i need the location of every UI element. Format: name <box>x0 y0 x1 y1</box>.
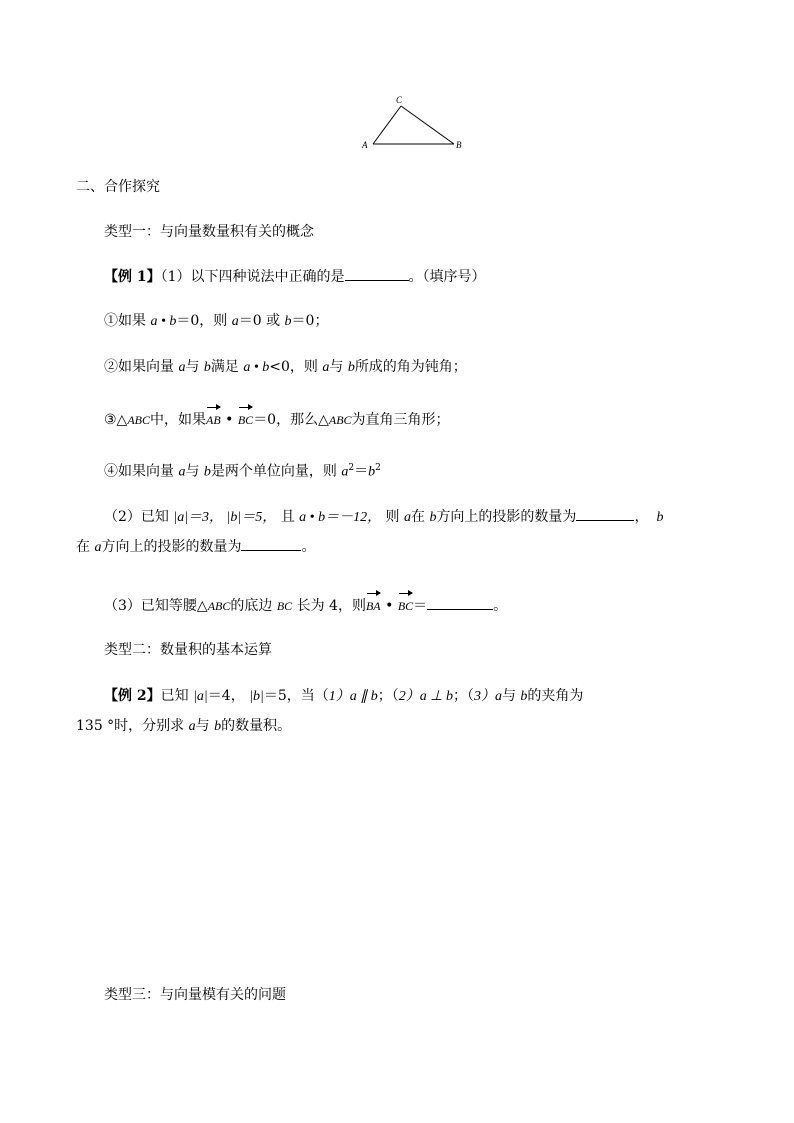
p2-dot: a • b＝－12， <box>299 510 382 525</box>
ex2-angle: 的夹角为 <box>527 688 584 704</box>
s3-eq: ＝0，那么△ <box>253 412 329 428</box>
ex2-c3: 3）a <box>473 689 502 704</box>
ex2-sep1: ；（ <box>377 688 399 704</box>
section-title: 二、合作探究 <box>76 179 160 195</box>
s3-mid: 中，如果 <box>150 412 206 428</box>
s3-end: 为直角三角形； <box>351 412 450 428</box>
ex2-pre: 已知 <box>160 688 194 704</box>
p2-in: 在 <box>410 509 430 525</box>
triangle-label-b: B <box>456 140 462 150</box>
type2-title: 类型二：数量积的基本运算 <box>104 642 272 658</box>
p2-line2-a: a <box>94 540 102 555</box>
p2-b2: b <box>656 510 664 525</box>
vector-bc: BC <box>238 404 253 430</box>
s4-a2: a <box>341 464 349 480</box>
s3-abc2: ABC <box>328 413 352 427</box>
p3-end: 。 <box>493 598 508 614</box>
s1-a: a <box>231 314 239 329</box>
triangle-side-cb <box>401 106 454 144</box>
ex1-part2-line1 <box>104 506 663 528</box>
p3-pre: （3）已知等腰△ <box>104 598 208 614</box>
p3-bc: BC <box>276 599 293 613</box>
ex2-eq1: ＝4， <box>207 688 250 704</box>
s2-pre: ②如果向量 <box>104 359 179 375</box>
s4-with: 与 <box>185 463 204 480</box>
p2-pre: （2）已知 <box>104 509 174 525</box>
p2-cond: |a|＝3， |b|＝5， <box>173 510 277 525</box>
p2-sep: ， <box>634 509 649 525</box>
s1-mid: ＝0，则 <box>176 313 232 329</box>
p2-answer-blank-1[interactable] <box>576 506 634 521</box>
ex2-c2: 2）a ⊥ b <box>398 689 453 704</box>
s1-or: ＝0 或 <box>238 313 285 329</box>
triangle-figure <box>358 92 470 152</box>
ex2-cond: |a| <box>193 689 208 704</box>
type1-title: 类型一：与向量数量积有关的概念 <box>104 224 314 240</box>
ex2-cond2: |b| <box>249 689 264 704</box>
ex1-statement-4 <box>104 458 381 483</box>
s4-sq2: 2 <box>375 463 381 473</box>
s2-with2: 与 <box>329 359 348 375</box>
s4-pre: ④如果向量 <box>104 463 179 480</box>
ex1-answer-blank[interactable] <box>345 266 409 281</box>
ex1-part2-line2 <box>76 536 315 558</box>
vector-ab: AB <box>206 404 221 430</box>
s2-end: 所成的角为钝角； <box>354 359 467 375</box>
p3-answer-blank[interactable] <box>427 595 493 610</box>
ex2-line2 <box>76 716 291 737</box>
p2-line2-in: 在 <box>76 539 95 555</box>
s2-b: b <box>203 360 211 375</box>
s1-pre: ①如果 <box>104 313 151 329</box>
s1-b: b <box>284 314 292 329</box>
s3-pre: ③△ <box>104 412 128 428</box>
p3-len: 长为 4，则 <box>292 598 366 614</box>
p2-and: 且 <box>276 509 300 525</box>
triangle-label-c: C <box>396 95 403 105</box>
vector-bc-2: BC <box>398 590 413 616</box>
p2-then: 则 <box>381 509 404 525</box>
p2-line2-proj: 方向上的投影的数量为 <box>101 539 242 555</box>
ex1-intro <box>104 266 486 287</box>
s2-b2: b <box>347 360 355 375</box>
s4-b: b <box>203 464 211 480</box>
ex2-line2-with: 与 <box>195 718 215 734</box>
s4-mid: 是两个单位向量，则 <box>210 463 342 480</box>
ex2-sep2: ；（ <box>452 688 474 704</box>
triangle-label-a: A <box>362 140 368 150</box>
p2-answer-blank-2[interactable] <box>241 536 301 551</box>
ex1-part3 <box>104 590 507 616</box>
ex2-line2-a: a <box>188 719 196 734</box>
p2-a: a <box>403 510 411 525</box>
s2-a2: a <box>322 360 330 375</box>
s1-end: ＝0； <box>291 313 329 329</box>
ex2-eq2: ＝5，当（ <box>263 688 329 704</box>
ex1-statement-2 <box>104 357 467 378</box>
p3-mid: 的底边 <box>230 598 277 614</box>
ex2-with: 与 <box>501 688 521 704</box>
s4-b2: b <box>368 464 376 480</box>
s2-a: a <box>178 360 186 375</box>
s1-expr: a • b <box>150 314 177 329</box>
s2-mid: <0，则 <box>269 359 323 375</box>
ex1-bracket: 【例 1】 <box>104 269 161 285</box>
s2-expr: a • b <box>243 360 270 375</box>
p3-eq: ＝ <box>413 598 428 614</box>
ex2-b: b <box>520 689 528 704</box>
ex2-line1 <box>104 686 583 707</box>
p3-dot: • <box>380 598 398 614</box>
s2-sat: 满足 <box>210 359 244 375</box>
ex2-bracket: 【例 2】 <box>104 688 161 704</box>
ex1-intro-tail: 。（填序号） <box>408 269 486 285</box>
p3-abc: ABC <box>207 599 231 613</box>
ex2-line2-end: 的数量积。 <box>221 718 292 734</box>
s3-abc: ABC <box>127 413 150 427</box>
ex2-c1: 1）a ∥ b <box>328 689 378 704</box>
s4-sq1: 2 <box>348 463 355 473</box>
ex1-intro-text: （1）以下四种说法中正确的是 <box>160 269 345 285</box>
s2-with: 与 <box>185 359 204 375</box>
type3-title: 类型三：与向量模有关的问题 <box>104 987 286 1003</box>
s4-a: a <box>178 464 186 480</box>
p2-line2-end: 。 <box>301 539 316 555</box>
triangle-side-ac <box>373 106 401 144</box>
ex2-line2-b: b <box>214 719 222 734</box>
ex1-statement-1 <box>104 311 328 332</box>
p2-proj: 方向上的投影的数量为 <box>436 509 577 525</box>
s4-eq: ＝ <box>354 463 369 480</box>
vector-ba: BA <box>366 590 381 616</box>
p2-b: b <box>429 510 437 525</box>
s3-dot: • <box>220 412 238 428</box>
ex2-line2-pre: 135 °时，分别求 <box>76 718 189 734</box>
ex1-statement-3 <box>104 404 450 430</box>
